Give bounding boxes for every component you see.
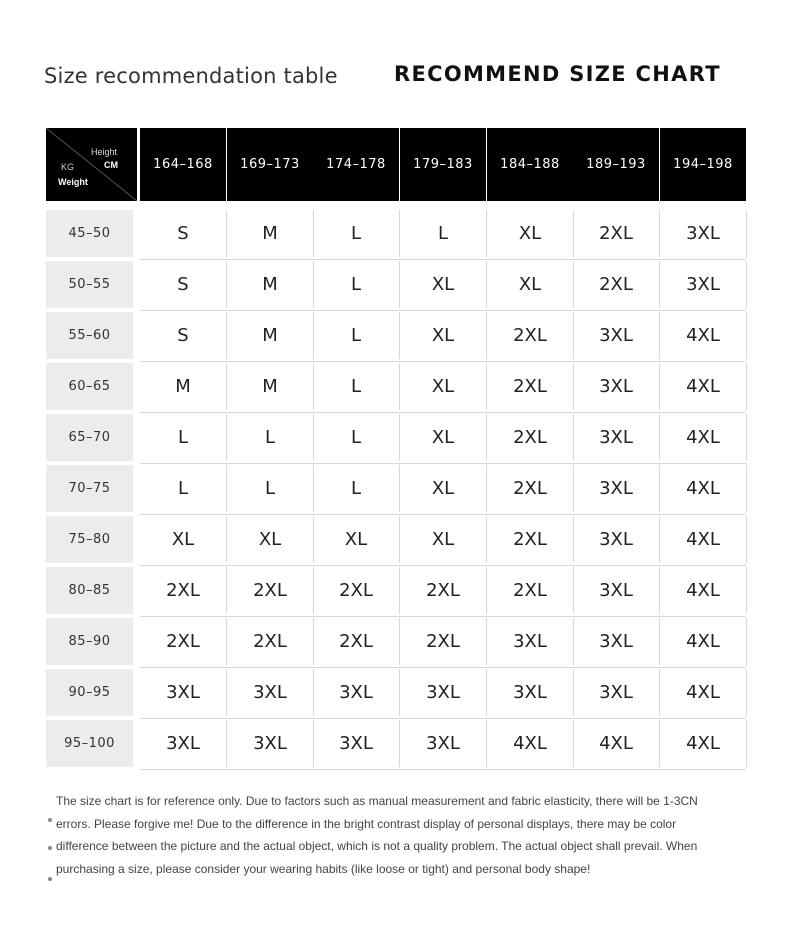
size-cell: XL (400, 465, 487, 512)
size-cell: 4XL (487, 720, 574, 767)
size-cell: XL (487, 210, 574, 257)
weight-cell: 90–95 (46, 669, 133, 716)
size-cell: 2XL (227, 618, 314, 665)
weight-cell: 85–90 (46, 618, 133, 665)
size-cell: XL (400, 414, 487, 461)
size-cell: 3XL (487, 669, 574, 716)
size-cell: L (140, 414, 227, 461)
size-cell: 2XL (573, 261, 660, 308)
size-cell: 2XL (487, 414, 574, 461)
weight-cell: 55–60 (46, 312, 133, 359)
size-cell: M (140, 363, 227, 410)
size-cell: 2XL (313, 618, 400, 665)
size-cell: 4XL (660, 720, 747, 767)
size-cell: M (227, 261, 314, 308)
size-cell: 2XL (487, 363, 574, 410)
weight-cell: 95–100 (46, 720, 133, 767)
height-unit: CM (104, 160, 118, 170)
note-line: The size chart is for reference only. Due to factors such as manual measurement and fabric elasticity, there will be 1-3CN (56, 794, 698, 808)
bullet-dot (48, 818, 52, 822)
size-cell: 4XL (660, 414, 747, 461)
size-cell: S (140, 261, 227, 308)
size-cell: XL (400, 516, 487, 563)
note-line: difference between the picture and the actual object, which is not a quality problem. The actual object shall prevail. When (56, 839, 698, 853)
size-cell: 2XL (140, 618, 227, 665)
row-divider (140, 718, 746, 719)
size-cell: 3XL (573, 669, 660, 716)
size-cell: 3XL (313, 669, 400, 716)
height-header-cell: 164–168 (140, 128, 226, 201)
weight-cell: 50–55 (46, 261, 133, 308)
size-cell: 2XL (487, 567, 574, 614)
row-divider (140, 565, 746, 566)
height-header-cell: 184–188 (487, 128, 573, 201)
size-cell: 2XL (400, 618, 487, 665)
size-cell: 3XL (573, 618, 660, 665)
size-cell: 2XL (487, 312, 574, 359)
size-cell: XL (227, 516, 314, 563)
weight-cell: 65–70 (46, 414, 133, 461)
size-cell: 4XL (573, 720, 660, 767)
weight-cell: 45–50 (46, 210, 133, 257)
size-cell: 4XL (660, 465, 747, 512)
size-cell: 3XL (227, 720, 314, 767)
size-cell: XL (400, 261, 487, 308)
size-cell: 3XL (400, 669, 487, 716)
size-cell: L (313, 363, 400, 410)
bullet-dot (48, 846, 52, 850)
size-cell: 3XL (573, 465, 660, 512)
row-divider (140, 412, 746, 413)
size-cell: 4XL (660, 567, 747, 614)
size-cell: M (227, 210, 314, 257)
size-cell: 3XL (660, 261, 747, 308)
row-divider (140, 259, 746, 260)
size-cell: 2XL (140, 567, 227, 614)
size-cell: L (227, 414, 314, 461)
height-header-cell: 169–173 (227, 128, 313, 201)
size-cell: 3XL (573, 414, 660, 461)
size-cell: 3XL (573, 567, 660, 614)
row-divider (140, 769, 746, 770)
size-cell: M (227, 363, 314, 410)
size-cell: 3XL (140, 720, 227, 767)
size-cell: XL (487, 261, 574, 308)
size-cell: L (400, 210, 487, 257)
size-cell: 3XL (400, 720, 487, 767)
size-cell: XL (400, 363, 487, 410)
size-cell: 4XL (660, 312, 747, 359)
size-cell: M (227, 312, 314, 359)
size-cell: 4XL (660, 618, 747, 665)
size-cell: 3XL (573, 363, 660, 410)
size-cell: S (140, 210, 227, 257)
weight-label: Weight (58, 177, 88, 187)
size-cell: L (140, 465, 227, 512)
size-cell: XL (313, 516, 400, 563)
weight-cell: 75–80 (46, 516, 133, 563)
weight-cell: 70–75 (46, 465, 133, 512)
page-subtitle: Size recommendation table (44, 64, 338, 88)
size-cell: 3XL (313, 720, 400, 767)
row-divider (140, 616, 746, 617)
size-cell: 3XL (573, 516, 660, 563)
size-cell: 3XL (227, 669, 314, 716)
size-cell: XL (140, 516, 227, 563)
height-header-cell: 189–193 (573, 128, 659, 201)
size-cell: 4XL (660, 363, 747, 410)
height-header-cell: 194–198 (660, 128, 746, 201)
size-cell: 2XL (573, 210, 660, 257)
page-title: RECOMMEND SIZE CHART (394, 62, 721, 86)
size-cell: 2XL (227, 567, 314, 614)
diagonal-divider (46, 128, 137, 201)
size-cell: L (313, 210, 400, 257)
row-divider (140, 514, 746, 515)
size-cell: 2XL (487, 516, 574, 563)
bullet-dot (48, 877, 52, 881)
size-cell: 2XL (487, 465, 574, 512)
row-divider (140, 310, 746, 311)
height-header-cell: 174–178 (313, 128, 399, 201)
size-cell: L (227, 465, 314, 512)
height-label: Height (90, 147, 117, 157)
weight-unit: KG (61, 162, 75, 172)
weight-cell: 80–85 (46, 567, 133, 614)
row-divider (140, 667, 746, 668)
note-line: errors. Please forgive me! Due to the difference in the bright contrast display of personal displays, there may be color (56, 816, 677, 831)
size-cell: 3XL (660, 210, 747, 257)
size-cell: L (313, 312, 400, 359)
size-cell: 2XL (313, 567, 400, 614)
size-cell: S (140, 312, 227, 359)
size-cell: L (313, 261, 400, 308)
weight-cell: 60–65 (46, 363, 133, 410)
row-divider (140, 361, 746, 362)
size-cell: 3XL (573, 312, 660, 359)
size-cell: L (313, 465, 400, 512)
size-cell: XL (400, 312, 487, 359)
note-line: purchasing a size, please consider your wearing habits (like loose or tight) and personal body shape! (56, 861, 591, 876)
corner-header-cell (46, 128, 137, 201)
size-cell: 3XL (487, 618, 574, 665)
size-cell: 2XL (400, 567, 487, 614)
disclaimer-note (56, 790, 746, 880)
row-divider (140, 463, 746, 464)
size-cell: 3XL (140, 669, 227, 716)
size-cell: L (313, 414, 400, 461)
size-cell: 4XL (660, 516, 747, 563)
size-cell: 4XL (660, 669, 747, 716)
height-header-cell: 179–183 (400, 128, 486, 201)
